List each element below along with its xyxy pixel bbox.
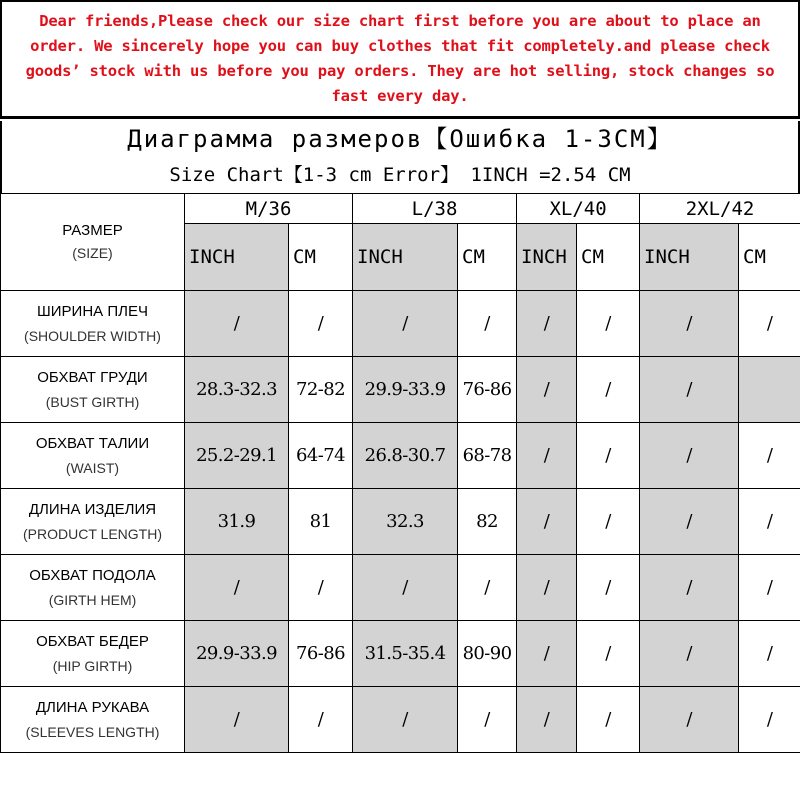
value-cell: 80-90 [458,621,517,687]
value-cell: 81 [289,489,353,555]
size-2xl-header: 2XL/42 [640,194,800,224]
value-cell: / [517,423,577,489]
value-cell: / [353,555,458,621]
row-label-ru: ОБХВАТ ТАЛИИ [35,434,150,452]
table-row [1,621,800,687]
value-cell: / [577,687,640,753]
unit-header: INCH [185,224,289,291]
value-cell: / [739,621,800,687]
value-cell: / [517,555,577,621]
row-label-ru: ОБХВАТ ПОДОЛА [29,566,156,584]
value-cell: / [640,489,739,555]
value-cell: 31.5-35.4 [353,621,458,687]
unit-header: CM [577,224,640,291]
unit-header: INCH [353,224,458,291]
value-cell: 26.8-30.7 [353,423,458,489]
row-label [1,489,185,555]
row-label-ru: ОБХВАТ ГРУДИ [37,368,148,386]
value-cell: / [517,687,577,753]
value-cell: / [185,291,289,357]
value-cell [739,357,800,423]
value-cell: / [577,489,640,555]
value-cell: / [185,687,289,753]
row-label [1,555,185,621]
value-cell: / [458,291,517,357]
value-cell: / [289,291,353,357]
value-cell: 72-82 [289,357,353,423]
unit-header: INCH [517,224,577,291]
notice-box [0,0,800,119]
table-row [1,555,800,621]
value-cell: / [517,291,577,357]
value-cell: / [517,621,577,687]
row-label-ru: ШИРИНА ПЛЕЧ [37,302,148,320]
value-cell: 29.9-33.9 [185,621,289,687]
row-label-ru: ДЛИНА ИЗДЕЛИЯ [28,500,157,518]
size-m-header: M/36 [185,194,353,224]
value-cell: / [739,489,800,555]
value-cell: 82 [458,489,517,555]
value-cell: / [739,291,800,357]
size-header-cell [1,194,185,291]
table-row [1,687,800,753]
value-cell: / [640,621,739,687]
value-cell: 76-86 [458,357,517,423]
row-label [1,291,185,357]
value-cell: / [640,423,739,489]
value-cell: / [577,621,640,687]
value-cell: 68-78 [458,423,517,489]
value-cell: / [353,687,458,753]
unit-header: CM [739,224,800,291]
unit-header: CM [458,224,517,291]
value-cell: / [289,687,353,753]
value-cell: / [640,357,739,423]
value-cell: / [739,555,800,621]
value-cell: / [577,291,640,357]
row-label-en: (SHOULDER WIDTH) [24,327,161,344]
unit-header: CM [289,224,353,291]
value-cell: / [640,687,739,753]
notice-text: Dear friends,Please check our size chart first before you are about to place an order. We sincerely hope you can buy clothes that fit completely.and please check goods’ stock with us before you pay orders. They are hot selling, stock changes so fast every day. [25,12,775,105]
value-cell: / [458,687,517,753]
value-cell: 64-74 [289,423,353,489]
value-cell: 76-86 [289,621,353,687]
size-header-en: (SIZE) [72,245,113,261]
row-label-ru: ДЛИНА РУКАВА [35,698,150,716]
row-label-en: (WAIST) [65,459,120,476]
row-label [1,687,185,753]
value-cell: 25.2-29.1 [185,423,289,489]
size-header-ru: РАЗМЕР [62,222,123,239]
value-cell: / [577,357,640,423]
row-label [1,357,185,423]
row-label-en: (HIP GIRTH) [52,657,133,674]
row-label-en: (BUST GIRTH) [45,393,140,410]
value-cell: / [185,555,289,621]
value-cell: / [577,555,640,621]
value-cell: 31.9 [185,489,289,555]
size-l-header: L/38 [353,194,517,224]
value-cell: / [517,357,577,423]
row-label-en: (GIRTH HEM) [48,591,137,608]
value-cell: / [289,555,353,621]
table-row [1,357,800,423]
chart-title-ru: Диаграмма размеров【Ошибка 1-3СМ】 [0,121,800,157]
value-cell: / [640,291,739,357]
size-xl-header: XL/40 [517,194,640,224]
row-label [1,423,185,489]
row-label-en: (PRODUCT LENGTH) [23,525,162,542]
value-cell: / [739,423,800,489]
value-cell: 29.9-33.9 [353,357,458,423]
value-cell: 28.3-32.3 [185,357,289,423]
table-row [1,423,800,489]
row-label-en: (SLEEVES LENGTH) [25,723,160,740]
table-row [1,489,800,555]
value-cell: / [640,555,739,621]
value-cell: / [458,555,517,621]
table-row [1,291,800,357]
row-label-ru: ОБХВАТ БЕДЕР [36,632,149,650]
value-cell: / [577,423,640,489]
value-cell: / [353,291,458,357]
row-label [1,621,185,687]
chart-title-en: Size Chart【1-3 cm Error】 1INCH =2.54 CM [0,157,800,193]
value-cell: / [517,489,577,555]
value-cell: 32.3 [353,489,458,555]
unit-header: INCH [640,224,739,291]
size-table [0,193,800,753]
value-cell: / [739,687,800,753]
